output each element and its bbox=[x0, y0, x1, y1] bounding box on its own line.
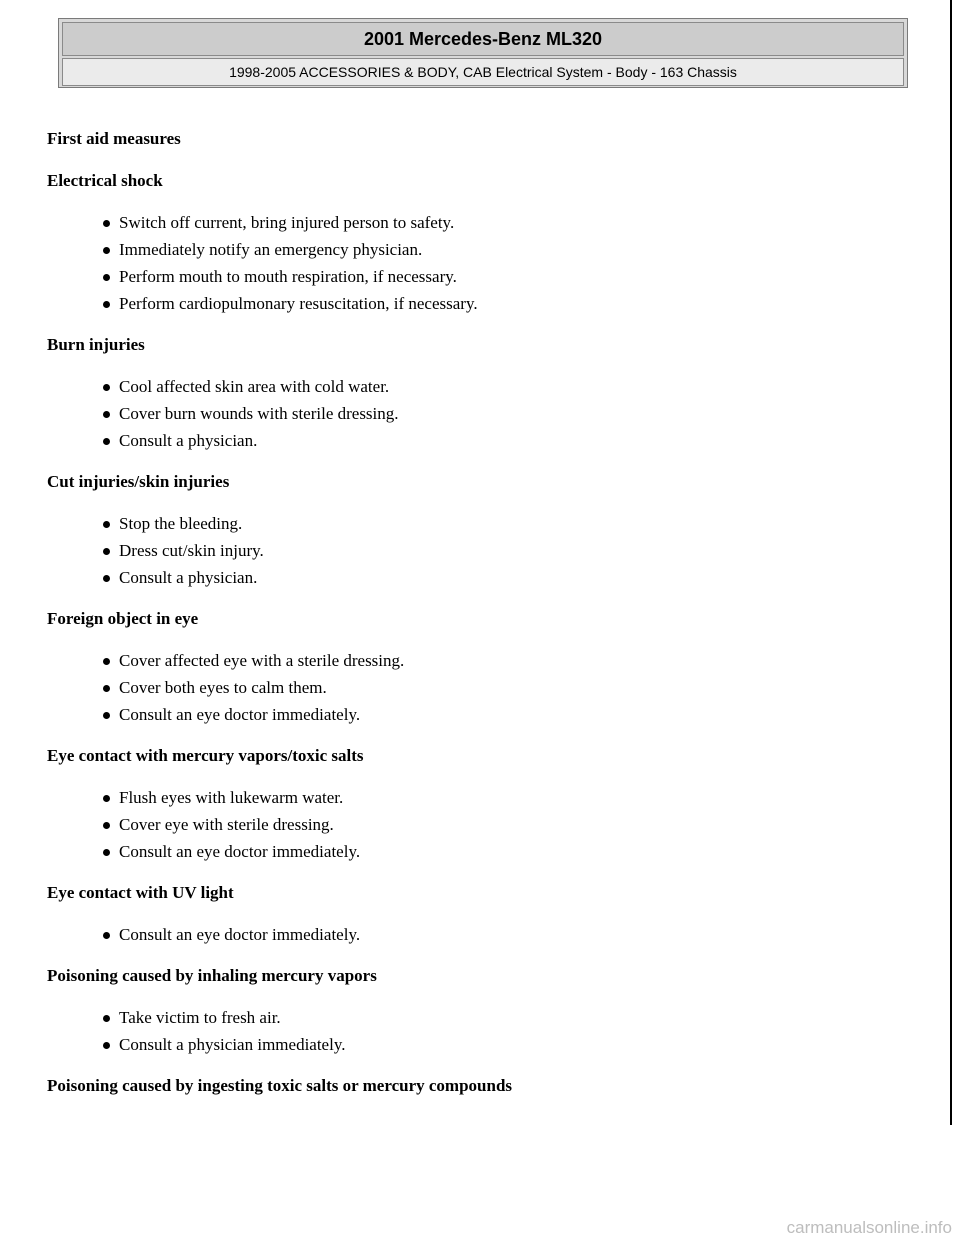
list-item: Perform mouth to mouth respiration, if necessary. bbox=[103, 267, 917, 287]
list-item: Flush eyes with lukewarm water. bbox=[103, 788, 917, 808]
list-item: Cover eye with sterile dressing. bbox=[103, 815, 917, 835]
bullet-list bbox=[47, 377, 917, 451]
section-heading: Eye contact with mercury vapors/toxic salts bbox=[47, 746, 364, 765]
list-item: Immediately notify an emergency physician. bbox=[103, 240, 917, 260]
bullet-list bbox=[47, 213, 917, 314]
section-heading: Poisoning caused by ingesting toxic salts or mercury compounds bbox=[47, 1076, 513, 1095]
section-heading: Electrical shock bbox=[47, 171, 163, 190]
section-heading: Eye contact with UV light bbox=[47, 883, 234, 902]
list-item: Cover both eyes to calm them. bbox=[103, 678, 917, 698]
list-item: Cover affected eye with a sterile dressing. bbox=[103, 651, 917, 671]
list-item: Consult a physician. bbox=[103, 568, 917, 588]
section-heading: First aid measures bbox=[47, 129, 181, 148]
header-title: 2001 Mercedes-Benz ML320 bbox=[62, 22, 904, 56]
page-border-right bbox=[950, 0, 952, 1125]
bullet-list bbox=[47, 1008, 917, 1055]
list-item: Consult a physician. bbox=[103, 431, 917, 451]
list-item: Stop the bleeding. bbox=[103, 514, 917, 534]
list-item: Consult an eye doctor immediately. bbox=[103, 842, 917, 862]
watermark: carmanualsonline.info bbox=[786, 1218, 952, 1237]
bullet-list bbox=[47, 651, 917, 725]
bullet-list bbox=[47, 788, 917, 862]
list-item: Cool affected skin area with cold water. bbox=[103, 377, 917, 397]
document-body bbox=[47, 129, 917, 1118]
list-item: Switch off current, bring injured person to safety. bbox=[103, 213, 917, 233]
list-item: Cover burn wounds with sterile dressing. bbox=[103, 404, 917, 424]
section-heading: Poisoning caused by inhaling mercury vapors bbox=[47, 966, 377, 985]
bullet-list bbox=[47, 925, 917, 945]
list-item: Consult a physician immediately. bbox=[103, 1035, 917, 1055]
list-item: Consult an eye doctor immediately. bbox=[103, 925, 917, 945]
section-heading: Burn injuries bbox=[47, 335, 145, 354]
list-item: Consult an eye doctor immediately. bbox=[103, 705, 917, 725]
header-subtitle: 1998-2005 ACCESSORIES & BODY, CAB Electrical System - Body - 163 Chassis bbox=[62, 58, 904, 86]
section-heading: Cut injuries/skin injuries bbox=[47, 472, 230, 491]
document-header bbox=[58, 18, 908, 88]
list-item: Perform cardiopulmonary resuscitation, if necessary. bbox=[103, 294, 917, 314]
list-item: Take victim to fresh air. bbox=[103, 1008, 917, 1028]
bullet-list bbox=[47, 514, 917, 588]
section-heading: Foreign object in eye bbox=[47, 609, 199, 628]
list-item: Dress cut/skin injury. bbox=[103, 541, 917, 561]
